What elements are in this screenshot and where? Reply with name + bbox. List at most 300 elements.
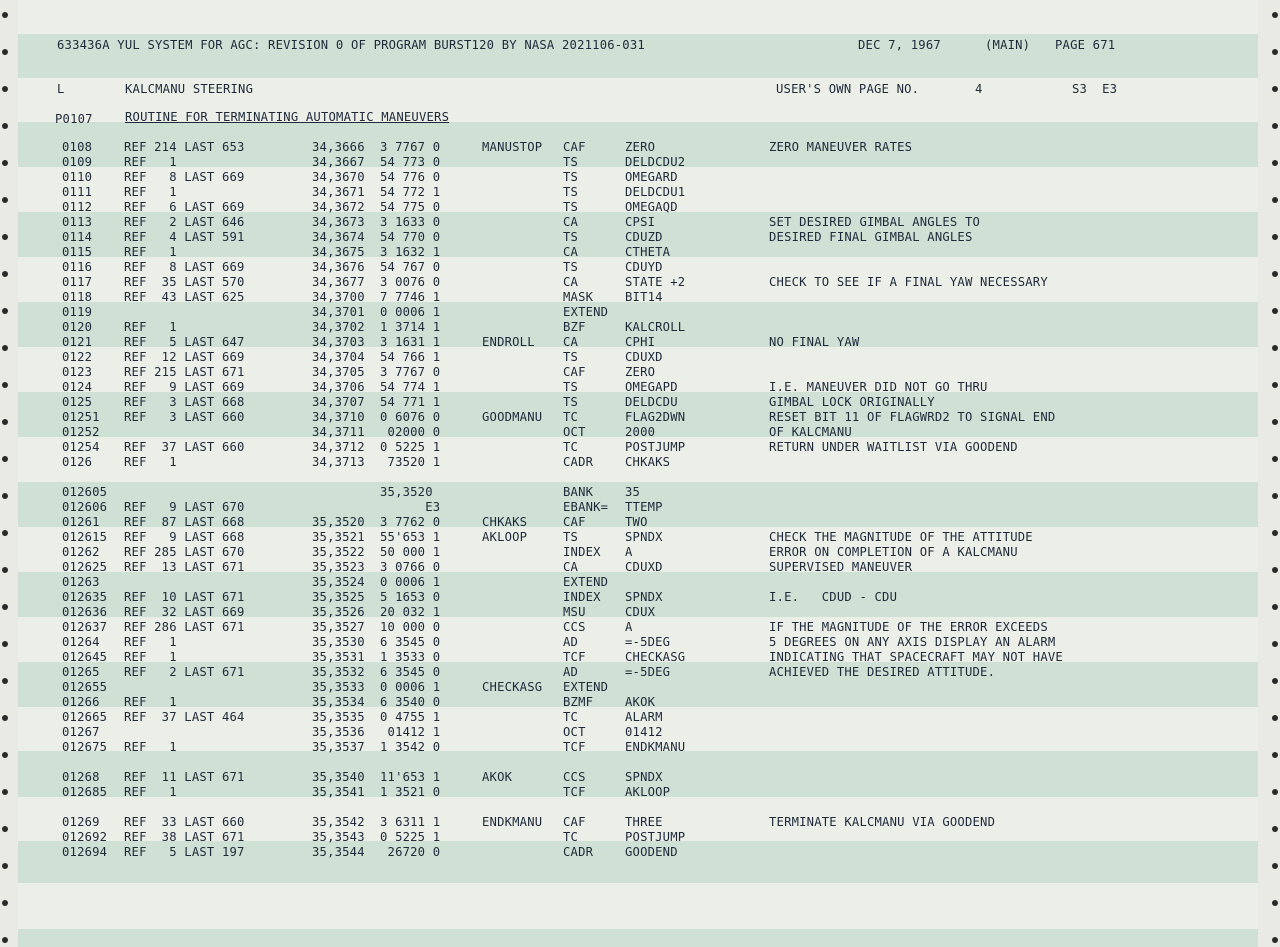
opcode: CCS — [563, 620, 586, 634]
listing-row — [0, 755, 1280, 770]
ref-column: REF 1 — [124, 185, 177, 199]
octal-code: 54 767 0 — [380, 260, 441, 274]
address: 34,3710 — [312, 410, 365, 424]
label: ENDKMANU — [482, 815, 543, 829]
address: 35,3536 — [312, 725, 365, 739]
operand: CTHETA — [625, 245, 671, 259]
listing-row — [0, 380, 1280, 395]
opcode: TS — [563, 155, 579, 169]
listing-row — [0, 245, 1280, 260]
line-number: 0123 — [62, 365, 93, 379]
ref-column: REF 2 LAST 671 — [124, 665, 245, 679]
listing-row — [0, 185, 1280, 200]
opcode: TS — [563, 530, 579, 544]
ref-column: REF 3 LAST 668 — [124, 395, 245, 409]
operand: CDUXD — [625, 350, 663, 364]
opcode: AD — [563, 665, 579, 679]
octal-code: 1 3521 0 — [380, 785, 441, 799]
line-number: 012636 — [62, 605, 108, 619]
feed-hole — [1272, 900, 1278, 906]
feed-hole — [2, 49, 8, 55]
operand: SPNDX — [625, 770, 663, 784]
address: 35,3532 — [312, 665, 365, 679]
opcode: BZMF — [563, 695, 594, 709]
line-number: 01267 — [62, 725, 100, 739]
listing-row — [0, 155, 1280, 170]
operand: GOODEND — [625, 845, 678, 859]
listing-row — [0, 545, 1280, 560]
operand: DELDCDU2 — [625, 155, 686, 169]
line-number: 01254 — [62, 440, 100, 454]
feed-hole — [2, 863, 8, 869]
address: 35,3527 — [312, 620, 365, 634]
ref-column: REF 43 LAST 625 — [124, 290, 245, 304]
address: 35,3543 — [312, 830, 365, 844]
opcode: TS — [563, 185, 579, 199]
routine-title: ROUTINE FOR TERMINATING AUTOMATIC MANEUVERS — [125, 110, 450, 124]
octal-code: 54 766 1 — [380, 350, 441, 364]
listing-row — [0, 650, 1280, 665]
operand: TWO — [625, 515, 648, 529]
ref-column: REF 87 LAST 668 — [124, 515, 245, 529]
operand: CHECKASG — [625, 650, 686, 664]
feed-hole — [2, 900, 8, 906]
opcode: MASK — [563, 290, 594, 304]
line-number: 01265 — [62, 665, 100, 679]
operand: CPHI — [625, 335, 656, 349]
opcode: CAF — [563, 365, 586, 379]
octal-code: 54 775 0 — [380, 200, 441, 214]
listing-row — [0, 365, 1280, 380]
ref-column: REF 11 LAST 671 — [124, 770, 245, 784]
octal-code: 11'653 1 — [380, 770, 441, 784]
listing-row — [0, 815, 1280, 830]
address: 35,3533 — [312, 680, 365, 694]
listing-row — [0, 485, 1280, 500]
comment: TERMINATE KALCMANU VIA GOODEND — [769, 815, 996, 829]
line-number: 01268 — [62, 770, 100, 784]
header-page: PAGE 671 — [1055, 38, 1116, 52]
octal-code: 3 0076 0 — [380, 275, 441, 289]
comment: INDICATING THAT SPACECRAFT MAY NOT HAVE — [769, 650, 1063, 664]
line-number: 0117 — [62, 275, 93, 289]
address: 34,3676 — [312, 260, 365, 274]
address: 35,3535 — [312, 710, 365, 724]
line-number: 012675 — [62, 740, 108, 754]
line-number: 012637 — [62, 620, 108, 634]
listing-row — [0, 455, 1280, 470]
subheader-letter: L — [57, 82, 65, 96]
octal-code: 50 000 1 — [380, 545, 441, 559]
line-number: 0111 — [62, 185, 93, 199]
listing-row — [0, 140, 1280, 155]
address: 35,3530 — [312, 635, 365, 649]
line-number: 012655 — [62, 680, 108, 694]
comment: SUPERVISED MANEUVER — [769, 560, 913, 574]
feed-hole — [1272, 12, 1278, 18]
listing-row — [0, 515, 1280, 530]
octal-code: 0 6076 0 — [380, 410, 441, 424]
address: 34,3666 — [312, 140, 365, 154]
ref-column: REF 9 LAST 669 — [124, 380, 245, 394]
operand: OMEGARD — [625, 170, 678, 184]
feed-hole — [2, 937, 8, 943]
line-number: 012635 — [62, 590, 108, 604]
label: MANUSTOP — [482, 140, 543, 154]
feed-hole — [1272, 86, 1278, 92]
label: CHECKASG — [482, 680, 543, 694]
octal-code: 54 770 0 — [380, 230, 441, 244]
address: 35,3520 — [312, 515, 365, 529]
comment: NO FINAL YAW — [769, 335, 860, 349]
line-number: 0112 — [62, 200, 93, 214]
label: AKLOOP — [482, 530, 528, 544]
opcode: EXTEND — [563, 575, 609, 589]
ref-column: REF 33 LAST 660 — [124, 815, 245, 829]
listing-row — [0, 695, 1280, 710]
operand: ZERO — [625, 140, 656, 154]
address: 35,3526 — [312, 605, 365, 619]
ref-column: REF 215 LAST 671 — [124, 365, 245, 379]
opcode: TS — [563, 230, 579, 244]
feed-hole — [2, 123, 8, 129]
ref-column: REF 1 — [124, 245, 177, 259]
listing-row — [0, 740, 1280, 755]
address: 34,3701 — [312, 305, 365, 319]
ref-column: REF 1 — [124, 320, 177, 334]
address: 34,3671 — [312, 185, 365, 199]
operand: KALCROLL — [625, 320, 686, 334]
listing-row — [0, 590, 1280, 605]
operand: STATE +2 — [625, 275, 686, 289]
line-number: 0121 — [62, 335, 93, 349]
opcode: BANK — [563, 485, 594, 499]
octal-code: 10 000 0 — [380, 620, 441, 634]
label: AKOK — [482, 770, 513, 784]
octal-code: 3 7767 0 — [380, 140, 441, 154]
operand: SPNDX — [625, 530, 663, 544]
feed-hole — [1272, 863, 1278, 869]
address: 35,3521 — [312, 530, 365, 544]
opcode: TCF — [563, 740, 586, 754]
listing-row — [0, 410, 1280, 425]
line-number: 0120 — [62, 320, 93, 334]
address: 34,3700 — [312, 290, 365, 304]
ref-column: REF 1 — [124, 455, 177, 469]
octal-code: 54 774 1 — [380, 380, 441, 394]
octal-code: 5 1653 0 — [380, 590, 441, 604]
octal-code: 0 4755 1 — [380, 710, 441, 724]
address: 34,3673 — [312, 215, 365, 229]
octal-code: 1 3542 0 — [380, 740, 441, 754]
listing-row — [0, 530, 1280, 545]
line-number: 01261 — [62, 515, 100, 529]
listing-row — [0, 335, 1280, 350]
label: ENDROLL — [482, 335, 535, 349]
ref-column: REF 1 — [124, 650, 177, 664]
comment: I.E. MANEUVER DID NOT GO THRU — [769, 380, 988, 394]
ref-column: REF 32 LAST 669 — [124, 605, 245, 619]
line-number: 0114 — [62, 230, 93, 244]
octal-code: 3 7762 0 — [380, 515, 441, 529]
opcode: MSU — [563, 605, 586, 619]
ref-column: REF 1 — [124, 740, 177, 754]
line-number: 012625 — [62, 560, 108, 574]
octal-code: 54 776 0 — [380, 170, 441, 184]
octal-code: 55'653 1 — [380, 530, 441, 544]
listing-row — [0, 635, 1280, 650]
opcode: AD — [563, 635, 579, 649]
octal-code: 26720 0 — [380, 845, 441, 859]
address: 34,3712 — [312, 440, 365, 454]
address: 35,3541 — [312, 785, 365, 799]
opcode: CAF — [563, 815, 586, 829]
opcode: TS — [563, 350, 579, 364]
octal-code: 0 0006 1 — [380, 575, 441, 589]
comment: OF KALCMANU — [769, 425, 852, 439]
header-date: DEC 7, 1967 — [858, 38, 941, 52]
listing-row — [0, 440, 1280, 455]
line-number: 01264 — [62, 635, 100, 649]
ref-column: REF 1 — [124, 695, 177, 709]
comment: RESET BIT 11 OF FLAGWRD2 TO SIGNAL END — [769, 410, 1056, 424]
opcode: TS — [563, 260, 579, 274]
octal-code: 1 3533 0 — [380, 650, 441, 664]
listing-row — [0, 275, 1280, 290]
address: 35,3531 — [312, 650, 365, 664]
operand: CDUXD — [625, 560, 663, 574]
opcode: OCT — [563, 425, 586, 439]
ref-column: REF 8 LAST 669 — [124, 260, 245, 274]
address: 35,3522 — [312, 545, 365, 559]
operand: TTEMP — [625, 500, 663, 514]
line-number: 0116 — [62, 260, 93, 274]
ref-column: REF 2 LAST 646 — [124, 215, 245, 229]
octal-code: 3 7767 0 — [380, 365, 441, 379]
operand: ALARM — [625, 710, 663, 724]
operand: A — [625, 545, 633, 559]
listing-row — [0, 395, 1280, 410]
line-number: 0125 — [62, 395, 93, 409]
opcode: CCS — [563, 770, 586, 784]
operand: POSTJUMP — [625, 440, 686, 454]
address: 34,3713 — [312, 455, 365, 469]
listing-row — [0, 785, 1280, 800]
operand: BIT14 — [625, 290, 663, 304]
listing-row — [0, 320, 1280, 335]
listing-row — [0, 620, 1280, 635]
line-number: 012606 — [62, 500, 108, 514]
ref-column: REF 214 LAST 653 — [124, 140, 245, 154]
listing-row — [0, 305, 1280, 320]
ref-column: REF 35 LAST 570 — [124, 275, 245, 289]
line-number: 012645 — [62, 650, 108, 664]
line-number: 0122 — [62, 350, 93, 364]
ref-column: REF 13 LAST 671 — [124, 560, 245, 574]
operand: 01412 — [625, 725, 663, 739]
listing-row — [0, 500, 1280, 515]
line-number: 012685 — [62, 785, 108, 799]
operand: DELDCDU — [625, 395, 678, 409]
listing-row — [0, 575, 1280, 590]
operand: FLAG2DWN — [625, 410, 686, 424]
opcode: CAF — [563, 140, 586, 154]
operand: CDUX — [625, 605, 656, 619]
comment: ERROR ON COMPLETION OF A KALCMANU — [769, 545, 1018, 559]
octal-code: 20 032 1 — [380, 605, 441, 619]
ref-column: REF 1 — [124, 155, 177, 169]
operand: =-5DEG — [625, 635, 671, 649]
octal-code: 3 1632 1 — [380, 245, 441, 259]
ref-column: REF 9 LAST 668 — [124, 530, 245, 544]
address: 35,3525 — [312, 590, 365, 604]
opcode: EXTEND — [563, 680, 609, 694]
listing-row — [0, 770, 1280, 785]
opcode: TS — [563, 170, 579, 184]
opcode: TS — [563, 380, 579, 394]
listing-row — [0, 830, 1280, 845]
octal-code: 3 6311 1 — [380, 815, 441, 829]
ref-column: REF 286 LAST 671 — [124, 620, 245, 634]
opcode: EBANK= — [563, 500, 609, 514]
feed-hole — [2, 12, 8, 18]
opcode: TC — [563, 830, 579, 844]
line-number: 0119 — [62, 305, 93, 319]
header-title: 633436A YUL SYSTEM FOR AGC: REVISION 0 OF PROGRAM BURST120 BY NASA 2021106-031 — [57, 38, 645, 52]
comment: 5 DEGREES ON ANY AXIS DISPLAY AN ALARM — [769, 635, 1056, 649]
label: CHKAKS — [482, 515, 528, 529]
line-number: 01252 — [62, 425, 100, 439]
listing-row — [0, 200, 1280, 215]
operand: CPSI — [625, 215, 656, 229]
octal-code: 35,3520 — [380, 485, 433, 499]
line-number: 0113 — [62, 215, 93, 229]
octal-code: 54 771 1 — [380, 395, 441, 409]
address: 34,3672 — [312, 200, 365, 214]
line-number: 0109 — [62, 155, 93, 169]
octal-code: 3 1631 1 — [380, 335, 441, 349]
comment: CHECK THE MAGNITUDE OF THE ATTITUDE — [769, 530, 1033, 544]
ref-column: REF 1 — [124, 635, 177, 649]
users-page-number: 4 — [975, 82, 983, 96]
opcode: TCF — [563, 650, 586, 664]
line-number: 0108 — [62, 140, 93, 154]
address: 34,3702 — [312, 320, 365, 334]
opcode: CA — [563, 560, 579, 574]
octal-code: 54 772 1 — [380, 185, 441, 199]
feed-hole — [1272, 49, 1278, 55]
feed-hole — [1272, 937, 1278, 943]
line-number: 0118 — [62, 290, 93, 304]
label: GOODMANU — [482, 410, 543, 424]
octal-code: 73520 1 — [380, 455, 441, 469]
subheader-codes: S3 E3 — [1072, 82, 1118, 96]
operand: 35 — [625, 485, 641, 499]
line-number: 012692 — [62, 830, 108, 844]
line-number: 012605 — [62, 485, 108, 499]
routine-id: P0107 — [55, 112, 93, 126]
address: 34,3675 — [312, 245, 365, 259]
line-number: 012615 — [62, 530, 108, 544]
operand: DELDCDU1 — [625, 185, 686, 199]
address: 34,3670 — [312, 170, 365, 184]
ref-column: REF 3 LAST 660 — [124, 410, 245, 424]
operand: ENDKMANU — [625, 740, 686, 754]
address: 35,3540 — [312, 770, 365, 784]
operand: A — [625, 620, 633, 634]
ref-column: REF 12 LAST 669 — [124, 350, 245, 364]
listing-row — [0, 560, 1280, 575]
opcode: INDEX — [563, 590, 601, 604]
address: 35,3523 — [312, 560, 365, 574]
octal-code: 1 3714 1 — [380, 320, 441, 334]
opcode: EXTEND — [563, 305, 609, 319]
octal-code: 0 5225 1 — [380, 440, 441, 454]
ref-column: REF 1 — [124, 785, 177, 799]
line-number: 01263 — [62, 575, 100, 589]
octal-code: 0 0006 1 — [380, 680, 441, 694]
address: 34,3711 — [312, 425, 365, 439]
opcode: CADR — [563, 845, 594, 859]
header-mode: (MAIN) — [985, 38, 1031, 52]
operand: POSTJUMP — [625, 830, 686, 844]
opcode: TC — [563, 710, 579, 724]
operand: OMEGAQD — [625, 200, 678, 214]
operand: AKLOOP — [625, 785, 671, 799]
opcode: INDEX — [563, 545, 601, 559]
listing-row — [0, 290, 1280, 305]
opcode: BZF — [563, 320, 586, 334]
line-number: 0124 — [62, 380, 93, 394]
operand: CDUZD — [625, 230, 663, 244]
listing-row — [0, 680, 1280, 695]
opcode: OCT — [563, 725, 586, 739]
opcode: TC — [563, 440, 579, 454]
listing-row — [0, 845, 1280, 860]
comment: I.E. CDUD - CDU — [769, 590, 898, 604]
line-number: 012665 — [62, 710, 108, 724]
comment: GIMBAL LOCK ORIGINALLY — [769, 395, 935, 409]
address: 34,3704 — [312, 350, 365, 364]
opcode: CAF — [563, 515, 586, 529]
octal-code: E3 — [380, 500, 441, 514]
octal-code: 3 0766 0 — [380, 560, 441, 574]
comment: RETURN UNDER WAITLIST VIA GOODEND — [769, 440, 1018, 454]
opcode: CADR — [563, 455, 594, 469]
line-number: 0115 — [62, 245, 93, 259]
operand: AKOK — [625, 695, 656, 709]
ref-column: REF 8 LAST 669 — [124, 170, 245, 184]
operand: OMEGAPD — [625, 380, 678, 394]
listing-row — [0, 350, 1280, 365]
octal-code: 6 3545 0 — [380, 635, 441, 649]
address: 35,3537 — [312, 740, 365, 754]
address: 35,3544 — [312, 845, 365, 859]
opcode: TS — [563, 395, 579, 409]
listing-row — [0, 260, 1280, 275]
listing-row — [0, 710, 1280, 725]
ref-column: REF 285 LAST 670 — [124, 545, 245, 559]
octal-code: 6 3545 0 — [380, 665, 441, 679]
subheader-title: KALCMANU STEERING — [125, 82, 254, 96]
comment: ZERO MANEUVER RATES — [769, 140, 913, 154]
address: 34,3706 — [312, 380, 365, 394]
address: 35,3542 — [312, 815, 365, 829]
listing-row — [0, 800, 1280, 815]
opcode: TS — [563, 200, 579, 214]
listing-row — [0, 230, 1280, 245]
users-page-label: USER'S OWN PAGE NO. — [776, 82, 920, 96]
